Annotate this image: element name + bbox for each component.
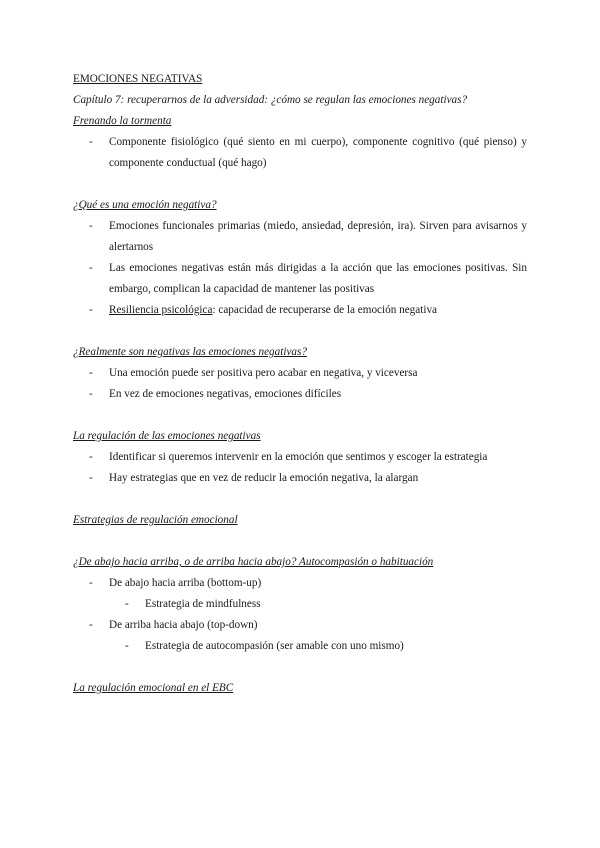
resilience-term: Resiliencia psicológica [109,304,213,316]
bullet-dash: - [89,367,93,379]
list-item-text: Identificar si queremos intervenir en la emoción que sentimos y escoger la estrategia [109,451,488,463]
list-item-text: Componente fisiológico (qué siento en mi cuerpo), componente cognitivo (qué pienso) y componente conductual (qué hago) [109,136,527,169]
bullet-dash: - [89,304,93,316]
list-item-text: Una emoción puede ser positiva pero acabar en negativa, y viceversa [109,367,418,379]
bullet-dash: - [89,577,93,589]
list-item-text: Las emociones negativas están más dirigidas a la acción que las emociones positivas. Sin embargo, complican la capacidad de mantener las positivas [109,262,527,295]
bullet-dash: - [89,619,93,631]
section-heading-que-es: ¿Qué es una emoción negativa? [73,199,217,211]
section-heading-regulacion: La regulación de las emociones negativas [73,430,261,442]
section-heading-abajo-arriba: ¿De abajo hacia arriba, o de arriba hacia abajo? Autocompasión o habituación [73,556,434,568]
chapter-subtitle: Capítulo 7: recuperarnos de la adversidad: ¿cómo se regulan las emociones negativas? [73,94,468,106]
bullet-dash: - [89,262,93,274]
list-item-text: Hay estrategias que en vez de reducir la emoción negativa, la alargan [109,472,419,484]
bullet-dash: - [125,640,129,652]
bullet-dash: - [89,451,93,463]
sub-list-item-text: Estrategia de autocompasión (ser amable con uno mismo) [145,640,404,652]
bullet-dash: - [89,472,93,484]
list-item-text: En vez de emociones negativas, emociones difíciles [109,388,342,400]
bullet-dash: - [125,598,129,610]
section-heading-frenando: Frenando la tormenta [73,115,172,127]
bullet-dash: - [89,136,93,148]
list-item-text: De abajo hacia arriba (bottom-up) [109,577,262,589]
section-heading-estrategias: Estrategias de regulación emocional [73,514,238,526]
list-item-text: Emociones funcionales primarias (miedo, ansiedad, depresión, ira). Sirven para avisarnos y alertarnos [109,220,527,253]
bullet-dash: - [89,220,93,232]
sub-list-item-text: Estrategia de mindfulness [145,598,261,610]
list-item-text [109,300,527,321]
section-heading-realmente: ¿Realmente son negativas las emociones negativas? [73,346,307,358]
list-item-text: De arriba hacia abajo (top-down) [109,619,258,631]
section-heading-ebc: La regulación emocional en el EBC [73,682,234,694]
document-title: EMOCIONES NEGATIVAS [73,73,203,85]
resilience-definition: : capacidad de recuperarse de la emoción negativa [212,304,438,316]
bullet-dash: - [89,388,93,400]
